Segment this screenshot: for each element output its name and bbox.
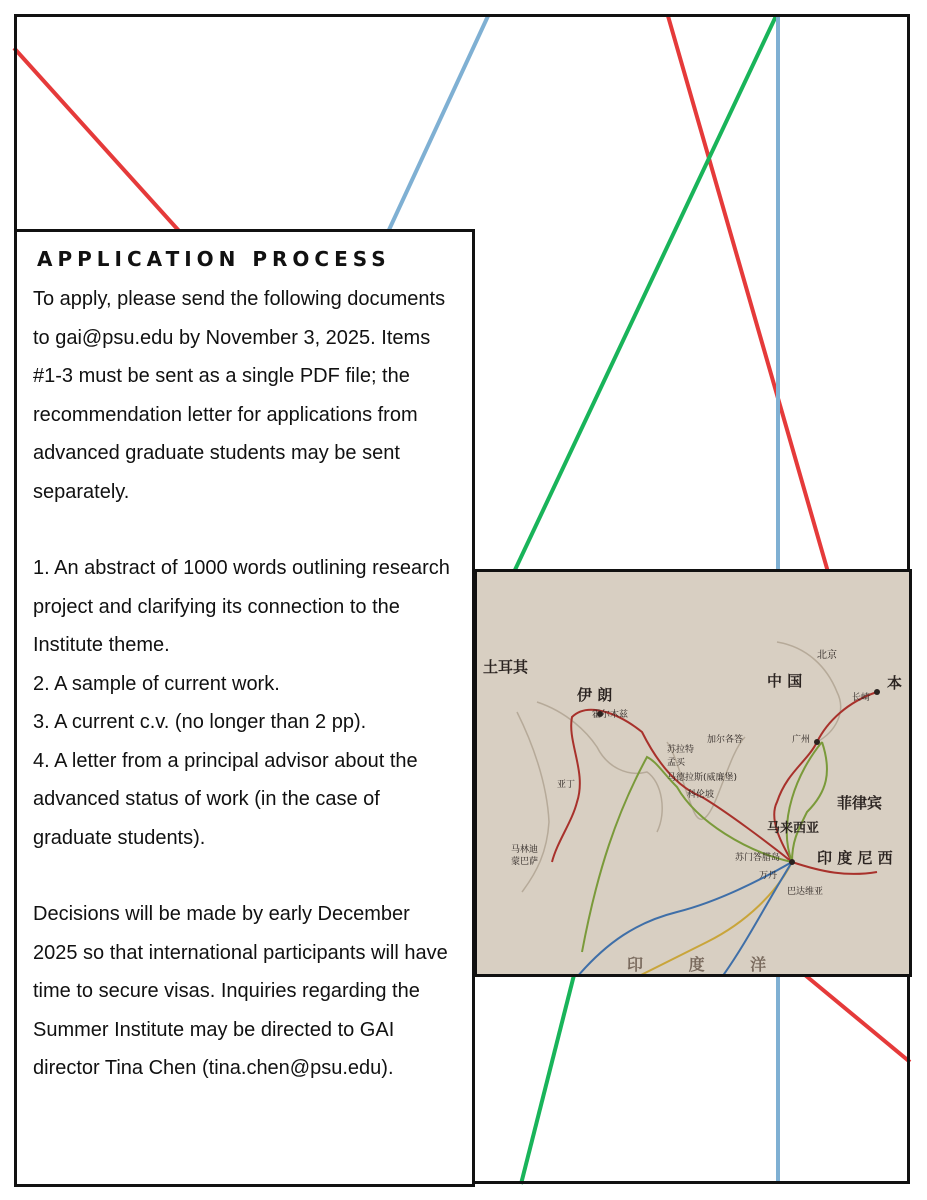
map-label-japan: 本 bbox=[887, 674, 903, 692]
section-heading: APPLICATION PROCESS bbox=[37, 247, 391, 271]
trade-route-map bbox=[474, 569, 912, 977]
map-label-aden: 亚丁 bbox=[557, 780, 576, 790]
map-label-batavia: 巴达维亚 bbox=[787, 887, 824, 897]
intro-paragraph: To apply, please send the following documents to gai@psu.edu by November 3, 2025. Items #1-3 must be sent as a single PDF file; the recommendation letter for applications from advanced graduate students may be sent separately. bbox=[33, 288, 446, 503]
port-dot bbox=[814, 739, 820, 745]
map-label-indian-ocean: 印 度 洋 bbox=[627, 955, 787, 974]
map-label-surat: 苏拉特 bbox=[667, 745, 695, 755]
port-dot bbox=[789, 859, 795, 865]
list-item: 1. An abstract of 1000 words outlining research project and clarifying its connection to the Institute theme. bbox=[33, 557, 450, 656]
map-label-philippines: 菲律宾 bbox=[837, 794, 883, 812]
map-label-china: 中 国 bbox=[767, 672, 803, 690]
list-item: 3. A current c.v. (no longer than 2 pp). bbox=[33, 711, 367, 733]
port-dot bbox=[874, 689, 880, 695]
map-label-malindi: 马林迪 bbox=[511, 845, 539, 855]
map-label-mombasa: 蒙巴萨 bbox=[511, 857, 539, 867]
closing-paragraph: Decisions will be made by early December 2025 so that international participants will have time to secure visas. Inquiries regarding the Summer Institute may be directed to GAI director Tina Chen (tina.chen@psu.edu). bbox=[33, 903, 448, 1079]
list-item: 4. A letter from a principal advisor about the advanced status of work (in the case of graduate students). bbox=[33, 749, 418, 849]
map-label-wandan: 万丹 bbox=[759, 871, 778, 881]
list-item: 2. A sample of current work. bbox=[33, 672, 280, 695]
map-label-madras: 马德拉斯(威廉堡) bbox=[667, 773, 738, 783]
map-label-colombo: 科伦坡 bbox=[687, 790, 715, 800]
map-label-hormuz: 霍尔木兹 bbox=[592, 710, 629, 720]
map-label-calicut: 加尔各答 bbox=[707, 735, 744, 745]
map-label-mumbai: 孟买 bbox=[667, 758, 686, 768]
map-label-sumatra: 苏门答腊岛 bbox=[735, 853, 781, 863]
map-label-changqi: 长崎 bbox=[852, 693, 871, 703]
application-text-box bbox=[14, 229, 475, 1187]
map-label-indonesia: 印 度 尼 西 bbox=[817, 849, 893, 867]
map-label-guangzhou: 广州 bbox=[792, 735, 811, 745]
map-label-malaysia: 马来西亚 bbox=[767, 821, 820, 836]
map-label-beijing: 北京 bbox=[817, 650, 837, 661]
map-label-iran: 伊 朗 bbox=[577, 686, 613, 704]
map-label-turkey: 土耳其 bbox=[483, 658, 529, 676]
